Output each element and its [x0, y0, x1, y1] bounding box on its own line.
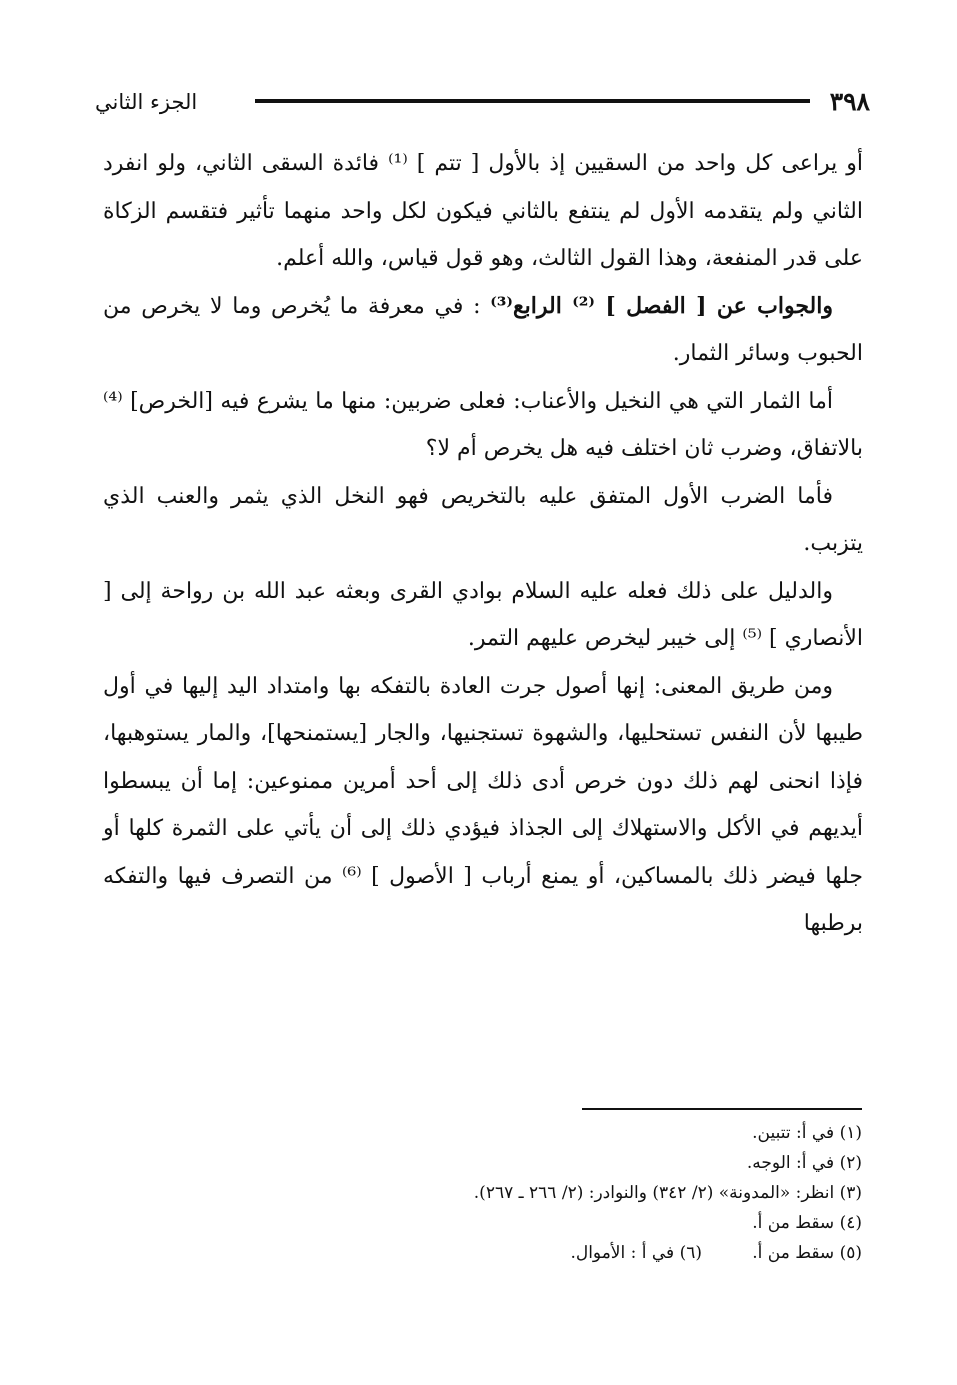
- footnotes: [102, 1118, 862, 1268]
- footnote-6: (٦) في أ : الأموال.: [570, 1243, 702, 1263]
- footnote-row: [102, 1238, 862, 1268]
- running-title: الجزء الثاني: [95, 90, 198, 114]
- paragraph-4: فأما الضرب الأول المتفق عليه بالتخريص فهو النخل الذي يثمر والعنب الذي يتزبب.: [103, 483, 863, 556]
- header-rule: [255, 99, 810, 103]
- footnote-3: (٣) انظر: «المدونة» (٢/ ٣٤٢) والنوادر: (٢/ ٢٦٦ ـ ٢٦٧).: [473, 1183, 862, 1203]
- paragraph-5: والدليل على ذلك فعله عليه السلام بوادي القرى وبعثه عبد الله بن رواحة إلى [ الأنصاري ] ⁽⁵⁾ إلى خيبر ليخرص عليهم التمر.: [103, 578, 863, 651]
- paragraph-2-text: : في معرفة ما يُخرص وما لا يخرص من الحبوب وسائر الثمار.: [103, 293, 863, 366]
- paragraph-2: [103, 283, 863, 378]
- footnote-4: (٤) سقط من أ.: [752, 1213, 862, 1233]
- paragraph-6: ومن طريق المعنى: إنها أصول جرت العادة بالتفكه بها وامتداد اليد إليها في أول طيبها لأن النفس تستحليها، والشهوة تستجنيها، والجار [يستمنحها]، والمار يستوهبها، فإذا انحنى لهم ذلك دون خرص أدى ذلك إلى أحد أمرين ممنوعين: إما أن يبسطوا أيديهم في الأكل والاستهلاك إلى الجذاذ فيؤدي ذلك إلى أن يأتي على الثمرة كلها أو جلها فيضر ذلك بالمساكين، أو يمنع أرباب [ الأصول ] ⁽⁶⁾ من التصرف فيها والتفكه برطبها: [103, 673, 863, 936]
- footnote-2: (٢) في أ: الوجه.: [746, 1153, 862, 1173]
- main-text: [103, 140, 863, 948]
- page-number: ٣٩٨: [829, 87, 870, 116]
- paragraph-1: أو يراعى كل واحد من السقيين إذ بالأول [ تتم ] ⁽¹⁾ فائدة السقى الثاني، ولو انفرد الثاني ولم يتقدمه الأول لم ينتفع بالثاني فيكون لكل واحد منهما تأثير فتقسم الزكاة على قدر المنفعة، وهذا القول الثالث، وهو قول قياس، والله أعلم.: [103, 151, 863, 271]
- footnote-1: (١) في أ: تتبين.: [752, 1123, 862, 1143]
- footnote-5: (٥) سقط من أ.: [752, 1243, 862, 1263]
- footnote-separator: [582, 1108, 862, 1110]
- page-header: [95, 82, 870, 122]
- paragraph-3: أما الثمار التي هي النخيل والأعناب: فعلى ضربين: منها ما يشرع فيه [الخرص] ⁽⁴⁾ بالاتفاق، وضرب ثان اختلف فيه هل يخرص أم لا؟: [103, 388, 863, 461]
- section-heading: والجواب عن [ الفصل ] ⁽²⁾ الرابع⁽³⁾: [490, 292, 833, 319]
